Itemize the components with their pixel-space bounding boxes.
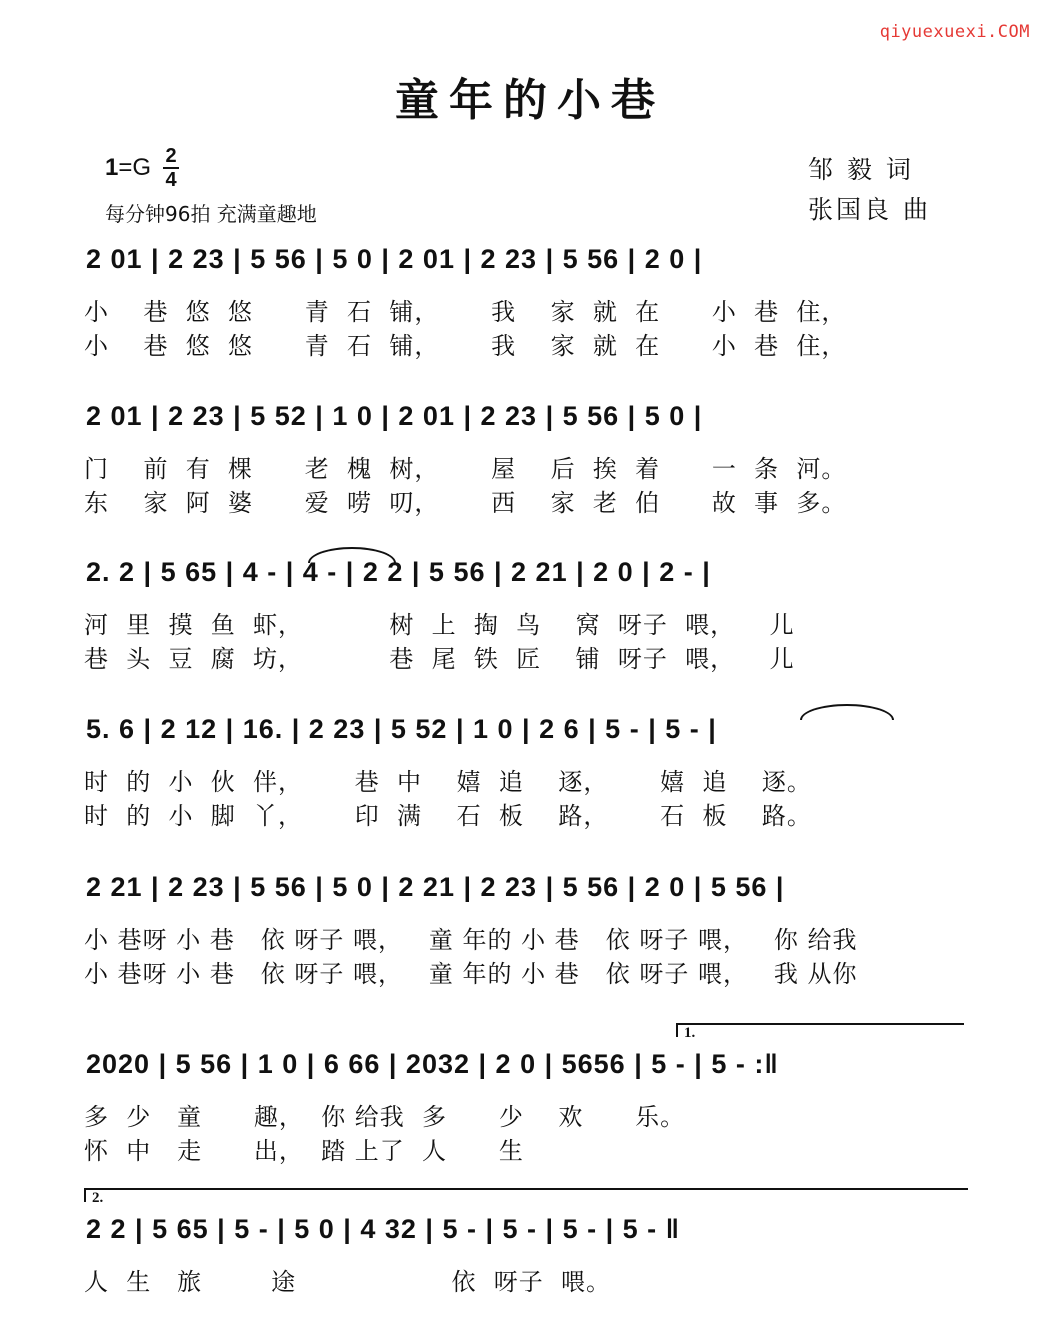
score-system-5 <box>0 868 1060 988</box>
notation-line: 2020 | 5 56 | 1 0 | 6 66 | 2032 | 2 0 | 5656 | 5 - | 5 - :‖ <box>86 1049 779 1079</box>
key-signature <box>105 145 179 191</box>
lyric-verse-2: 巷 头 豆 腐 坊， 巷 尾 铁 匠 铺 呀子 喂， 儿 <box>84 645 795 673</box>
score-system-1 <box>0 240 1060 360</box>
tie-mark <box>800 704 894 720</box>
first-ending-bracket: 1. <box>676 1023 964 1037</box>
key-tonic-number: 1 <box>105 154 119 181</box>
time-signature-top: 2 <box>165 145 177 167</box>
notation-line: 2. 2 | 5 65 | 4 - | 4 - | 2 2 | 5 56 | 2 21 | 2 0 | 2 - | <box>86 557 711 587</box>
lyric-verse-2: 怀 中 走 出， 踏 上了 人 生 <box>84 1137 524 1165</box>
time-signature-bottom: 4 <box>165 169 177 191</box>
second-ending-bracket: 2. <box>84 1188 968 1202</box>
lyric-verse-2: 东 家 阿 婆 爱 唠 叨， 西 家 老 伯 故 事 多。 <box>84 489 847 517</box>
lyric-verse-1: 门 前 有 棵 老 槐 树， 屋 后 挨 着 一 条 河。 <box>84 455 847 483</box>
notation-line: 2 21 | 2 23 | 5 56 | 5 0 | 2 21 | 2 23 | 5 56 | 2 0 | 5 56 | <box>86 872 785 902</box>
site-watermark: qiyuexuexi.COM <box>879 22 1030 42</box>
lyric-verse-2: 小 巷 悠 悠 青 石 铺， 我 家 就 在 小 巷 住， <box>84 332 847 360</box>
notation-line: 2 01 | 2 23 | 5 52 | 1 0 | 2 01 | 2 23 | 5 56 | 5 0 | <box>86 401 703 431</box>
score-system-3 <box>0 553 1060 673</box>
lyric-verse-2: 小 巷呀 小 巷 依 呀子 喂， 童 年的 小 巷 依 呀子 喂， 我 从你 <box>84 960 858 988</box>
score-system-6 <box>0 1025 1060 1165</box>
lyric-verse-1: 多 少 童 趣， 你 给我 多 少 欢 乐。 <box>84 1103 686 1131</box>
lyric-verse-2: 时 的 小 脚 丫， 印 满 石 板 路， 石 板 路。 <box>84 802 812 830</box>
lyricist-credit: 邹 毅 词 <box>808 155 914 184</box>
notation-line: 2 2 | 5 65 | 5 - | 5 0 | 4 32 | 5 - | 5 - | 5 - | 5 - ‖ <box>86 1214 681 1244</box>
time-signature <box>163 146 179 190</box>
tempo-marking: 每分钟96拍 充满童趣地 <box>105 202 317 226</box>
notation-line: 5. 6 | 2 12 | 16. | 2 23 | 5 52 | 1 0 | 2 6 | 5 - | 5 - | <box>86 714 717 744</box>
score-system-7 <box>0 1190 1060 1300</box>
key-letter: =G <box>118 154 152 181</box>
lyric-verse-1: 小 巷 悠 悠 青 石 铺， 我 家 就 在 小 巷 住， <box>84 298 847 326</box>
lyric-verse-1: 河 里 摸 鱼 虾， 树 上 掏 鸟 窝 呀子 喂， 儿 <box>84 611 795 639</box>
score-system-2 <box>0 397 1060 517</box>
lyric-verse-1: 时 的 小 伙 伴， 巷 中 嬉 追 逐， 嬉 追 逐。 <box>84 768 812 796</box>
notation-line: 2 01 | 2 23 | 5 56 | 5 0 | 2 01 | 2 23 | 5 56 | 2 0 | <box>86 244 703 274</box>
lyric-verse-1: 人 生 旅 途 依 呀子 喂。 <box>84 1268 612 1296</box>
composer-credit: 张国良 曲 <box>808 195 931 224</box>
song-title: 童年的小巷 <box>395 75 665 126</box>
score-system-4 <box>0 710 1060 830</box>
lyric-verse-1: 小 巷呀 小 巷 依 呀子 喂， 童 年的 小 巷 依 呀子 喂， 你 给我 <box>84 926 858 954</box>
